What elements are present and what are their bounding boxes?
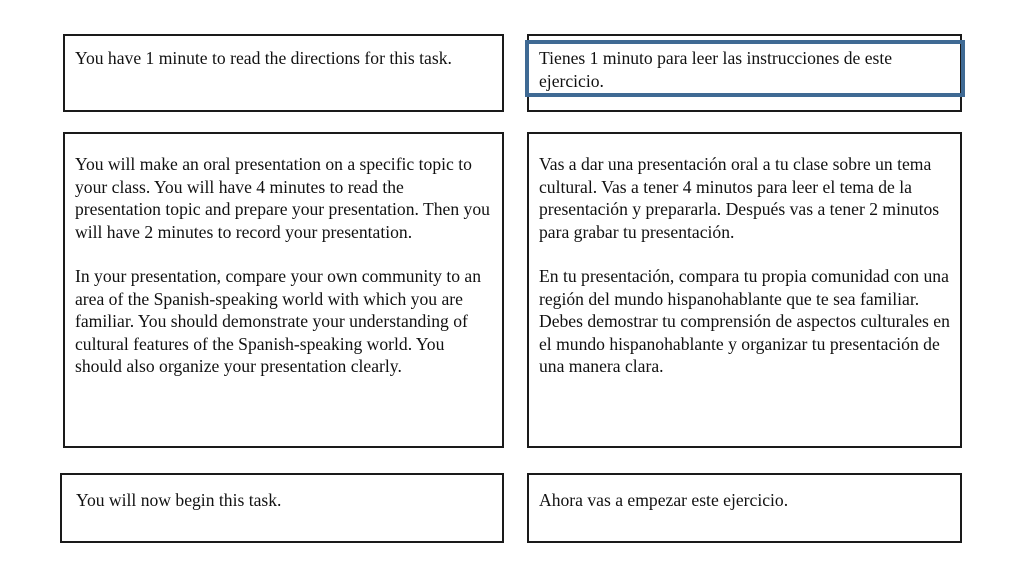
english-begin-text: You will now begin this task. (76, 490, 282, 510)
spanish-begin-text: Ahora vas a empezar este ejercicio. (539, 490, 789, 510)
english-task-paragraph-1: You will make an oral presentation on a specific topic to your class. You will have 4 minutes to read the presentation topic and prepare your presentation. Then you will have 2 minutes to record your presentation. (75, 154, 490, 242)
english-task-box (63, 132, 504, 448)
spanish-begin-box (527, 473, 962, 543)
spanish-directions-box (527, 34, 962, 112)
spanish-task-paragraph-1: Vas a dar una presentación oral a tu clase sobre un tema cultural. Vas a tener 4 minutos para leer el tema de la presentación y prepararla. Después vas a tener 2 minutos para grabar tu presentación. (539, 154, 940, 242)
english-directions-text: You have 1 minute to read the directions for this task. (75, 48, 452, 68)
spanish-task-box (527, 132, 962, 448)
english-task-paragraph-2: In your presentation, compare your own community to an area of the Spanish-speaking world with which you are familiar. You should demonstrate your understanding of cultural features of the Spanish-speaking world. You should also organize your presentation clearly. (75, 266, 482, 376)
english-directions-box (63, 34, 504, 112)
spanish-task-paragraph-2: En tu presentación, compara tu propia comunidad con una región del mundo hispanohablante que te sea familiar. Debes demostrar tu comprensión de aspectos culturales en el mundo hispanohablante y organizar tu presentación de una manera clara. (539, 266, 950, 376)
spanish-directions-text: Tienes 1 minuto para leer las instrucciones de este ejercicio. (539, 48, 893, 91)
english-begin-box (60, 473, 504, 543)
